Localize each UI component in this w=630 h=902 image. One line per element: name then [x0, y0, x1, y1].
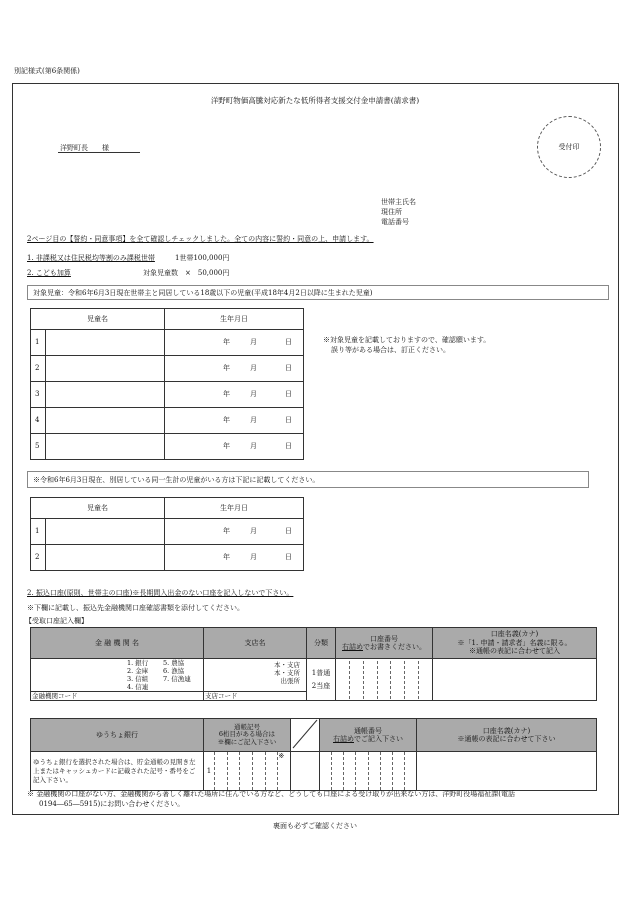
separate-children-table: [30, 497, 304, 571]
table-row: 3 年 月 日: [31, 382, 304, 408]
applicant-block: [381, 197, 416, 227]
applicant-name-label: 世帯主氏名: [381, 198, 416, 206]
account-type-cell[interactable]: 1普通 2当座: [307, 659, 336, 701]
footnote: ※ 金融機関の口座がない方、金融機関から著しく離れた場所に住んでいる方など、どうしても口座による受け取りが出来ない方は、洋野町役場福祉課(電話 0194―65―5915)にお問い合わせください。: [27, 790, 515, 808]
consent-statement: 2ページ目の【誓約・同意事項】を全て確認しチェックしました。全ての内容に誓約・同意の上、申請します。: [27, 235, 374, 243]
transfer-note: ※下欄に記載し、振込先金融機関口座確認書類を添付してください。: [27, 604, 244, 612]
table-row: 2 年 月 日: [31, 545, 304, 571]
separate-note-box: ※令和6年6月3日現在、別居している同一生計の児童がいる方は下記に記載してください。: [27, 471, 589, 488]
child-target-box: 対象児童：令和6年6月3日現在世帯主と同居している18歳以下の児童(平成18年4月2日以降に生まれた児童): [27, 285, 609, 300]
reception-stamp: 受付印: [537, 116, 601, 178]
yucho-holder-cell[interactable]: [417, 752, 597, 791]
account-holder-cell[interactable]: [433, 659, 597, 701]
yucho-blank: [291, 752, 320, 791]
slash-icon: [291, 719, 319, 749]
account-header: 【受取口座記入欄】: [25, 617, 88, 625]
child-dob-header: 生年月日: [165, 498, 304, 519]
table-row: 5 年 月 日: [31, 434, 304, 460]
yucho-slash: [291, 719, 320, 752]
bank-table: [30, 627, 597, 701]
section1-amount: 1世帯100,000円: [175, 254, 230, 262]
transfer-label: 2. 振込口座(原則、世帯主の口座)※長期間入出金のない口座を記入しないで下さい。: [27, 589, 294, 597]
addressee: 洋野町長 様: [58, 144, 140, 153]
yucho-sign-header: 通帳記号 6桁目がある場合は ※欄にご記入下さい: [204, 719, 291, 752]
bank-code-field: 金融機関コード: [31, 691, 203, 700]
children-table: [30, 308, 304, 460]
account-number-header: 口座番号 右詰めでお書きください。: [336, 628, 433, 659]
child-name-header: 児童名: [31, 498, 165, 519]
table-row: 1 年 月 日: [31, 330, 304, 356]
type-header: 分類: [307, 628, 336, 659]
yucho-number-cell[interactable]: [320, 752, 417, 791]
section2-count: 対象児童数 × 50,000円: [143, 269, 230, 277]
form-title: 洋野町物価高騰対応新たな低所得者支援交付金申請書(請求書): [210, 96, 420, 105]
table-row: 1 年 月 日: [31, 519, 304, 545]
bank-name-header: 金 融 機 関 名: [31, 628, 204, 659]
back-note: 裏面も必ずご確認ください: [273, 822, 357, 830]
yucho-sign-cell[interactable]: 1 ※: [204, 752, 291, 791]
applicant-phone-label: 電話番号: [381, 218, 409, 226]
child-name-header: 児童名: [31, 309, 165, 330]
yucho-number-header: 通帳番号 右詰めでご記入下さい: [320, 719, 417, 752]
section2-label: 2. こども加算: [27, 269, 71, 277]
account-number-cell[interactable]: [336, 659, 433, 701]
child-dob-header: 生年月日: [165, 309, 304, 330]
child-notes: ※対象児童を記載しておりますので、確認願います。 誤り等がある場合は、訂正ください。: [323, 336, 491, 354]
applicant-address-label: 現住所: [381, 208, 402, 216]
table-row: 4 年 月 日: [31, 408, 304, 434]
yucho-table: [30, 718, 597, 791]
form-code: 別記様式(第6条関係): [14, 67, 80, 75]
account-holder-header: 口座名義(カナ) ※「1. 申請・請求者」名義に限る。 ※通帳の表記に合わせて記入: [433, 628, 597, 659]
branch-code-field: 支店コード: [204, 691, 306, 700]
branch-header: 支店名: [204, 628, 307, 659]
yucho-description: ゆうちょ銀行を選択された場合は、貯金通帳の見開き左上またはキャッシュカードに記載された記号・番号をご記入下さい。: [31, 752, 204, 791]
table-row: 2 年 月 日: [31, 356, 304, 382]
yucho-holder-header: 口座名義(カナ) ※通帳の表記に合わせて下さい: [417, 719, 597, 752]
branch-cell[interactable]: 本・支店 本・支所 出張所 支店コード: [204, 659, 307, 701]
bank-name-cell[interactable]: [31, 659, 204, 701]
yucho-name-header: ゆうちょ銀行: [31, 719, 204, 752]
bank-types-right: 5. 農協 6. 漁協 7. 信漁連: [163, 659, 191, 683]
bank-types-left: 1. 銀行 2. 金庫 3. 信組 4. 信連: [127, 659, 149, 691]
section1-label: 1. 非課税又は住民税均等割のみ課税世帯: [27, 254, 155, 262]
